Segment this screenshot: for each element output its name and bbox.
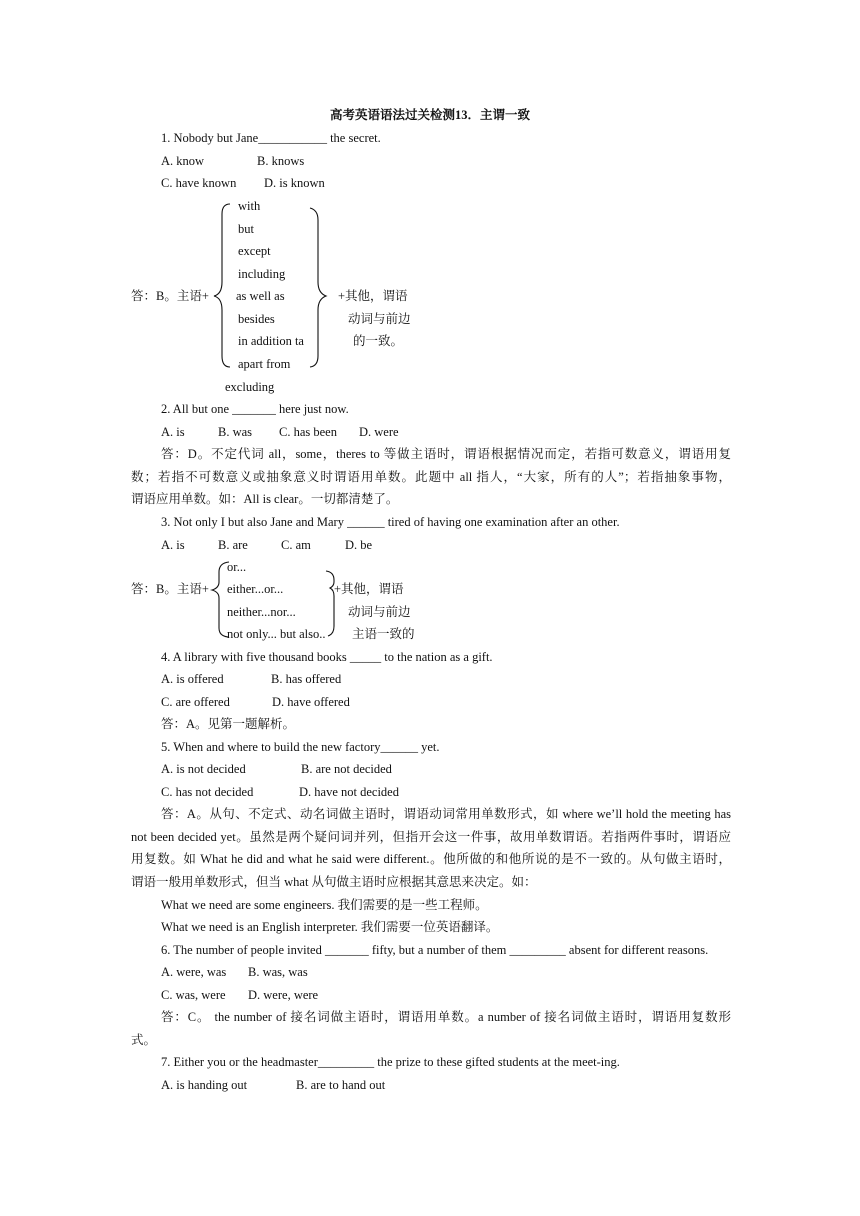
q2-option-c: C. has been bbox=[279, 425, 337, 439]
q3-brace-item: or... bbox=[227, 560, 247, 574]
q7-question: 7. Either you or the headmaster_________ the prize to these gifted students at the meet-ing. bbox=[161, 1055, 620, 1069]
q1-brace-item: in addition ta bbox=[238, 334, 304, 348]
q3-option-d: D. be bbox=[345, 538, 373, 552]
q7-option-a: A. is handing out bbox=[161, 1078, 248, 1092]
q3-option-a: A. is bbox=[161, 538, 185, 552]
q3-brace-item: either...or... bbox=[227, 582, 284, 596]
q6-option-d: D. were, were bbox=[248, 988, 319, 1002]
page-title: 高考英语语法过关检测13．主谓一致 bbox=[329, 108, 530, 122]
q2-explanation-line: 数；若指不可数意义或抽象意义时谓语用单数。此题中 all 指人，“大家，所有的人”；若指抽象事物， bbox=[131, 470, 731, 484]
q1-answer-prefix: 答：B。主语+ bbox=[131, 289, 209, 303]
q2-option-d: D. were bbox=[359, 425, 399, 439]
q3-brace-tail: +其他，谓语 bbox=[334, 582, 404, 596]
q4-option-d: D. have offered bbox=[272, 695, 350, 709]
q1-brace-item: with bbox=[238, 199, 261, 213]
q6-option-a: A. were, was bbox=[161, 965, 227, 979]
q5-option-c: C. has not decided bbox=[161, 785, 254, 799]
q5-option-a: A. is not decided bbox=[161, 762, 246, 776]
q5-option-b: B. are not decided bbox=[301, 762, 392, 776]
q6-explanation-line: 答：C。 the number of 接名词做主语时，谓语用单数。a number of 接名词做主语时，谓语用复数形 bbox=[161, 1010, 731, 1024]
q7-option-b: B. are to hand out bbox=[296, 1078, 386, 1092]
q4-option-a: A. is offered bbox=[161, 672, 224, 686]
q3-brace-tail: 动词与前边 bbox=[348, 605, 411, 619]
q3-brace-tail: 主语一致的 bbox=[352, 627, 415, 641]
q1-brace-item: including bbox=[238, 267, 286, 281]
q1-brace-item: but bbox=[238, 222, 254, 236]
q4-option-b: B. has offered bbox=[271, 672, 342, 686]
q1-brace-tail: 动词与前边 bbox=[348, 312, 411, 326]
q1-option-b: B. knows bbox=[257, 154, 305, 168]
q5-explanation-line: 谓语一般用单数形式，但当 what 从句做主语时应根据其意思来决定。如： bbox=[131, 875, 537, 889]
q1-brace-item: except bbox=[238, 244, 271, 258]
q1-question: 1. Nobody but Jane___________ the secret. bbox=[161, 131, 381, 145]
q6-explanation-line: 式。 bbox=[131, 1033, 157, 1047]
q3-question: 3. Not only I but also Jane and Mary ______ tired of having one examination after an other. bbox=[161, 515, 620, 529]
q5-example: What we need is an English interpreter. 我们需要一位英语翻译。 bbox=[161, 920, 499, 934]
q5-option-d: D. have not decided bbox=[299, 785, 399, 799]
q1-brace-tail: +其他，谓语 bbox=[338, 289, 408, 303]
q1-brace-item: excluding bbox=[225, 380, 275, 394]
q6-option-b: B. was, was bbox=[248, 965, 308, 979]
q1-option-a: A. know bbox=[161, 154, 205, 168]
q3-brace-item: not only... but also.. bbox=[227, 627, 326, 641]
q4-option-c: C. are offered bbox=[161, 695, 230, 709]
q5-explanation-line: not been decided yet。虽然是两个疑问词并列，但指开会这一件事，故用单数谓语。若指两件事时，谓语应 bbox=[131, 830, 731, 844]
q2-question: 2. All but one _______ here just now. bbox=[161, 402, 349, 416]
q3-brace-item: neither...nor... bbox=[227, 605, 296, 619]
q2-option-b: B. was bbox=[218, 425, 253, 439]
q1-brace-item: apart from bbox=[238, 357, 291, 371]
q1-brace-item: as well as bbox=[236, 289, 285, 303]
q6-question: 6. The number of people invited _______ fifty, but a number of them _________ absent for different reasons. bbox=[161, 943, 709, 957]
q3-answer-prefix: 答：B。主语+ bbox=[131, 582, 209, 596]
q6-option-c: C. was, were bbox=[161, 988, 226, 1002]
q5-question: 5. When and where to build the new factory______ yet. bbox=[161, 740, 440, 754]
q2-explanation-line: 谓语应用单数。如：All is clear。一切都清楚了。 bbox=[131, 492, 399, 506]
q5-explanation-line: 答：A。从句、不定式、动名词做主语时，谓语动词常用单数形式，如 where we’ll hold the meeting has bbox=[161, 807, 731, 821]
q1-option-c: C. have known bbox=[161, 176, 237, 190]
q3-option-c: C. am bbox=[281, 538, 311, 552]
q1-option-d: D. is known bbox=[264, 176, 325, 190]
q5-example: What we need are some engineers. 我们需要的是一些工程师。 bbox=[161, 898, 488, 912]
q3-option-b: B. are bbox=[218, 538, 248, 552]
q2-option-a: A. is bbox=[161, 425, 185, 439]
q2-explanation-line: 答：D。不定代词 all，some，theres to 等做主语时，谓语根据情况而定，若指可数意义，谓语用复 bbox=[161, 447, 731, 461]
q4-answer: 答：A。见第一题解析。 bbox=[161, 717, 296, 731]
q4-question: 4. A library with five thousand books _____ to the nation as a gift. bbox=[161, 650, 493, 664]
q1-brace-item: besides bbox=[238, 312, 275, 326]
q1-brace-tail: 的一致。 bbox=[353, 334, 404, 348]
q5-explanation-line: 用复数。如 What he did and what he said were different.。他所做的和他所说的是不一致的。从句做主语时， bbox=[131, 852, 731, 866]
